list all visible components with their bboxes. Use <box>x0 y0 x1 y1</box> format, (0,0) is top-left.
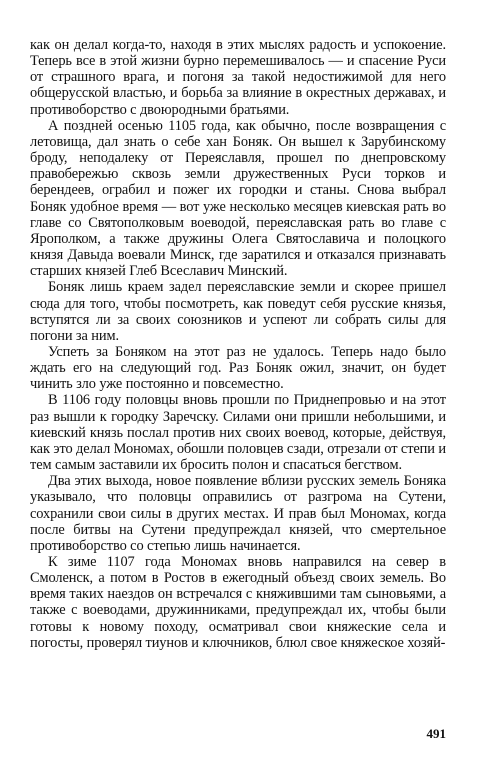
paragraph-2: А поздней осенью 1105 года, как обычно, после возвращения с летовища, дал знать о себе хан Боняк. Он вышел к Зарубинскому броду, неподалеку от Переяславля, прошел по днепровскому правобережью сквозь земли дружественных Руси торков и берендеев, ограбил и пожег их городки и станы. Снова выбрал Боняк удобное время — вот уже несколько месяцев киевская рать во главе со Святополковым воеводой, переяславская рать во главе с Ярополком, а также дружины Олега Святославича и полоцкого князя Давыда воевали Минск, где заратился и отказался признавать старших князей Глеб Всеславич Минский. <box>30 117 446 280</box>
paragraph-6: Два этих выхода, новое появление вблизи русских земель Боняка указывало, что половцы оправились от разгрома на Сутени, сохранили свои силы в других местах. И прав был Мономах, когда после битвы на Сутени предупреждал князей, что смертельное противоборство со степью лишь начинается. <box>30 473 446 554</box>
page-text <box>30 37 446 651</box>
paragraph-3: Боняк лишь краем задел переяславские земли и скорее пришел сюда для того, чтобы посмотреть, как поведут себя русские князья, вступятся ли за своих союзников и успеют ли собрать силы для погони за ним. <box>30 279 446 344</box>
paragraph-5: В 1106 году половцы вновь прошли по Приднепровью и на этот раз вышли к городку Заречску. Силами они пришли небольшими, и киевский князь послал против них своих воевод, которые, действуя, как это делал Мономах, обошли половцев сзади, отрезали от степи и тем самым заставили их бросить полон и спасаться бегством. <box>30 392 446 474</box>
paragraph-7: К зиме 1107 года Мономах вновь направился на север в Смоленск, а потом в Ростов в ежегодный объезд своих земель. Во время таких наездов он встречался с княжившими там сыновьями, а также с воеводами, дружинниками, предупреждал их, чтобы были готовы к новому походу, осматривал свои княжеские села и погосты, проверял тиунов и ключников, блюл свое княжеское хозяй- <box>30 554 446 651</box>
paragraph-4: Успеть за Боняком на этот раз не удалось. Теперь надо было ждать его на следующий год. Раз Боняк ожил, значит, он будет чинить зло уже постоянно и повсеместно. <box>30 343 446 393</box>
paragraph-1: как он делал когда-то, находя в этих мыслях радость и успокоение. Теперь все в этой жизни бурно перемешивалось — и спасение Руси от страшного врага, и погоня за такой недостижимой для него общерусской властью, и борьба за влияние в окрестных державах, и противоборство с двоюродными братьями. <box>30 37 446 118</box>
page-number: 491 <box>426 726 446 741</box>
